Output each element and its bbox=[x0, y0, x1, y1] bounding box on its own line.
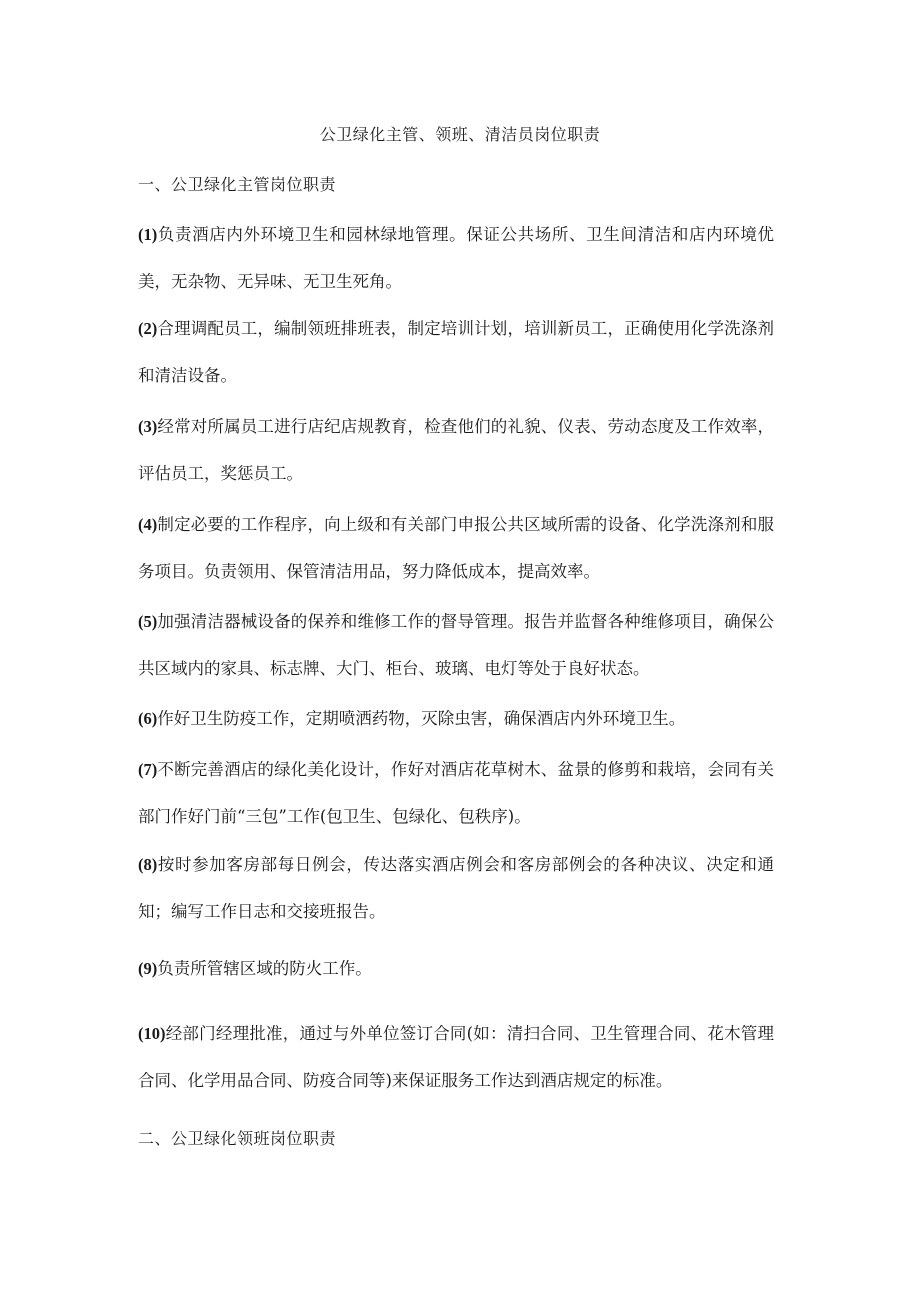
duty-item-text: 经常对所属员工进行店纪店规教育，检查他们的礼貌、仪表、劳动态度及工作效率，评估员工，奖惩员工。 bbox=[138, 417, 774, 483]
section-heading-supervisor: 一、公卫绿化主管岗位职责 bbox=[138, 175, 337, 194]
duty-item-text: 加强清洁器械设备的保养和维修工作的督导管理。报告并监督各种维修项目，确保公共区域内的家具、标志牌、大门、柜台、玻璃、电灯等处于良好状态。 bbox=[138, 612, 774, 678]
duty-item-number: (2) bbox=[138, 319, 158, 338]
section-heading-team-leader: 二、公卫绿化领班岗位职责 bbox=[138, 1129, 337, 1148]
duty-item-text: 不断完善酒店的绿化美化设计，作好对酒店花草树木、盆景的修剪和栽培，会同有关部门作好门前“三包”工作(包卫生、包绿化、包秩序)。 bbox=[138, 760, 774, 826]
duty-item-number: (6) bbox=[138, 709, 158, 728]
duty-item-text: 负责所管辖区域的防火工作。 bbox=[157, 959, 372, 978]
duty-item-number: (9) bbox=[138, 959, 158, 978]
duty-item-1 bbox=[138, 211, 774, 305]
duty-item-10 bbox=[138, 1010, 774, 1104]
duty-item-number: (4) bbox=[138, 515, 158, 534]
duty-item-number: (7) bbox=[138, 760, 158, 779]
duty-item-number: (3) bbox=[138, 417, 158, 436]
duty-item-5 bbox=[138, 598, 774, 692]
duty-item-number: (5) bbox=[138, 612, 158, 631]
document-title: 公卫绿化主管、领班、清洁员岗位职责 bbox=[319, 125, 601, 144]
duty-item-4 bbox=[138, 501, 774, 595]
duty-item-number: (10) bbox=[138, 1024, 166, 1043]
duty-item-2 bbox=[138, 305, 774, 399]
duty-item-7 bbox=[138, 746, 774, 840]
duty-item-9 bbox=[138, 945, 774, 992]
duty-item-number: (8) bbox=[138, 855, 158, 874]
duty-item-text: 作好卫生防疫工作，定期喷洒药物，灭除虫害，确保酒店内外环境卫生。 bbox=[157, 709, 686, 728]
duty-item-8 bbox=[138, 841, 774, 935]
duty-item-6 bbox=[138, 695, 774, 742]
duty-item-number: (1) bbox=[138, 225, 158, 244]
duty-item-3 bbox=[138, 403, 774, 497]
duty-item-text: 负责酒店内外环境卫生和园林绿地管理。保证公共场所、卫生间清洁和店内环境优美，无杂物、无异味、无卫生死角。 bbox=[138, 225, 774, 291]
duty-item-text: 经部门经理批准，通过与外单位签订合同(如：清扫合同、卫生管理合同、花木管理合同、化学用品合同、防疫合同等)来保证服务工作达到酒店规定的标准。 bbox=[138, 1024, 774, 1090]
duty-item-text: 按时参加客房部每日例会，传达落实酒店例会和客房部例会的各种决议、决定和通知；编写工作日志和交接班报告。 bbox=[138, 855, 774, 921]
duty-item-text: 合理调配员工，编制领班排班表，制定培训计划，培训新员工，正确使用化学洗涤剂和清洁设备。 bbox=[138, 319, 774, 385]
duty-item-text: 制定必要的工作程序，向上级和有关部门申报公共区域所需的设备、化学洗涤剂和服务项目。负责领用、保管清洁用品，努力降低成本，提高效率。 bbox=[138, 515, 774, 581]
